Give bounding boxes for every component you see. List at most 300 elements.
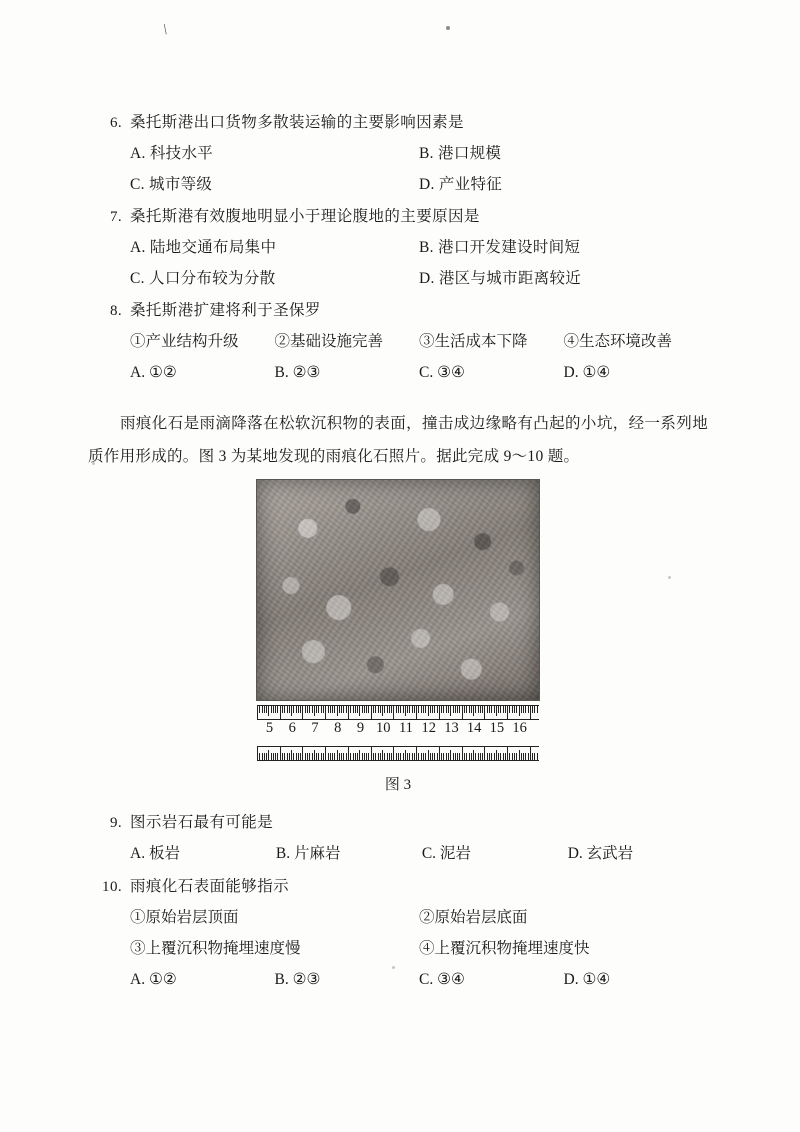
ruler-tick-minor <box>355 706 356 713</box>
ruler-tick-minor <box>473 750 474 760</box>
question-6-options-row-2 <box>130 169 708 200</box>
ruler-tick-major <box>484 706 485 719</box>
ruler-tick-major <box>371 747 372 760</box>
ruler-tick-minor <box>380 706 381 713</box>
ruler-tick-major <box>530 706 531 719</box>
ruler-tick-minor <box>396 706 397 713</box>
question-9 <box>88 808 708 870</box>
ruler-tick-minor <box>312 706 313 713</box>
ruler-tick-minor <box>277 706 278 713</box>
question-8 <box>88 296 708 389</box>
ruler-tick-minor <box>473 706 474 716</box>
ruler-tick-minor <box>455 753 456 760</box>
ruler-tick-minor <box>512 706 513 713</box>
ruler-tick-minor <box>505 753 506 760</box>
ruler-tick-minor <box>441 753 442 760</box>
ruler-tick-minor <box>421 706 422 713</box>
ruler-number: 9 <box>356 720 365 736</box>
question-10-option-c[interactable] <box>419 964 564 996</box>
ruler-tick-minor <box>289 753 290 760</box>
rock-vignette <box>257 480 539 700</box>
option-text: 片麻岩 <box>294 845 341 862</box>
ruler-tick-minor <box>391 706 392 713</box>
question-6-option-d[interactable] <box>419 169 708 200</box>
ruler-tick-minor <box>343 706 344 713</box>
ruler-tick-minor <box>423 706 424 713</box>
ruler-tick-minor <box>400 706 401 713</box>
ruler-tick-minor <box>418 706 419 713</box>
option-text: 产业特征 <box>438 176 503 193</box>
ruler-tick-minor <box>443 753 444 760</box>
ruler-tick-minor <box>362 753 363 760</box>
ruler-tick-minor <box>277 753 278 760</box>
ruler-tick-minor <box>532 753 533 760</box>
figure-3 <box>88 479 708 794</box>
question-9-option-b[interactable] <box>276 838 422 870</box>
ruler-tick-minor <box>537 753 538 760</box>
ruler-tick-minor <box>532 706 533 713</box>
ruler-tick-minor <box>471 753 472 760</box>
ruler-number: 13 <box>444 720 459 736</box>
question-7-options-row-1 <box>130 232 708 263</box>
option-label: A. <box>130 364 146 381</box>
ruler-tick-minor <box>478 753 479 760</box>
ruler-tick-minor <box>266 706 267 713</box>
ruler-tick-minor <box>378 753 379 760</box>
ruler-tick-minor <box>273 753 274 760</box>
ruler-number: 8 <box>334 720 342 736</box>
option-label: A. <box>130 845 146 862</box>
option-label: B. <box>274 364 289 381</box>
ruler-tick-minor <box>330 753 331 760</box>
ruler-tick-minor <box>489 706 490 713</box>
ruler-tick-minor <box>443 706 444 713</box>
ruler-tick-minor <box>339 706 340 713</box>
option-text: 科技水平 <box>149 145 214 162</box>
ruler-tick-minor <box>321 706 322 713</box>
ruler-tick-minor <box>482 706 483 713</box>
option-text: 玄武岩 <box>586 845 634 862</box>
ruler-tick-major <box>416 706 417 719</box>
option-text: ②③ <box>292 971 321 988</box>
question-8-option-c[interactable] <box>419 357 564 389</box>
ruler-tick-minor <box>305 753 306 760</box>
ruler-tick-minor <box>475 706 476 713</box>
question-6-options-row-1 <box>130 138 708 169</box>
question-6-number: 6. <box>109 115 122 131</box>
ruler-tick-major <box>439 747 440 760</box>
ruler-tick-minor <box>291 706 292 716</box>
ruler-tick-minor <box>450 706 451 716</box>
question-10-statement-1: ①原始岩层顶面 <box>130 909 239 926</box>
ruler-tick-minor <box>480 753 481 760</box>
ruler-tick-major <box>257 747 258 760</box>
ruler-tick-minor <box>418 753 419 760</box>
ruler-tick-minor <box>421 753 422 760</box>
question-6-stem: 桑托斯港出口货物多散装运输的主要影响因素是 <box>130 114 464 131</box>
ruler-tick-minor <box>503 706 504 713</box>
ruler-tick-minor <box>366 706 367 713</box>
question-8-statement-2: ②基础设施完善 <box>274 333 384 350</box>
ruler-tick-minor <box>528 753 529 760</box>
ruler-tick-major <box>325 706 326 719</box>
question-8-statement-3: ③生活成本下降 <box>419 333 528 350</box>
ruler-tick-minor <box>503 753 504 760</box>
ruler-tick-minor <box>359 750 360 760</box>
question-9-stem: 图示岩石最有可能是 <box>130 814 274 831</box>
question-8-statement-4: ④生态环境改善 <box>563 333 673 350</box>
option-label: B. <box>419 145 434 162</box>
ruler-tick-minor <box>380 753 381 760</box>
ruler-tick-minor <box>409 706 410 713</box>
ruler-tick-minor <box>318 706 319 713</box>
ruler-number: 16 <box>512 720 527 736</box>
ruler-tick-minor <box>350 706 351 713</box>
ruler-tick-minor <box>525 753 526 760</box>
question-7-option-c[interactable] <box>130 263 419 294</box>
question-9-answer-row <box>130 838 708 870</box>
ruler-tick-minor <box>312 753 313 760</box>
ruler-tick-minor <box>268 750 269 760</box>
ruler-tick-minor <box>289 706 290 713</box>
ruler-tick-minor <box>368 706 369 713</box>
ruler-tick-minor <box>475 753 476 760</box>
ruler-tick-minor <box>509 753 510 760</box>
ruler-tick-minor <box>387 753 388 760</box>
ruler-tick-major <box>371 706 372 719</box>
ruler-tick-minor <box>496 750 497 760</box>
ruler-tick-minor <box>321 753 322 760</box>
ruler-tick-minor <box>403 706 404 713</box>
ruler-tick-minor <box>330 706 331 713</box>
option-text: 城市等级 <box>149 176 213 193</box>
ruler-tick-minor <box>448 706 449 713</box>
ruler-tick-minor <box>430 753 431 760</box>
option-label: A. <box>130 239 146 256</box>
option-text: ①② <box>148 364 177 381</box>
ruler-tick-minor <box>259 753 260 760</box>
ruler-tick-minor <box>407 706 408 713</box>
ruler-tick-minor <box>494 706 495 713</box>
ruler-tick-minor <box>318 753 319 760</box>
ruler-tick-minor <box>428 750 429 760</box>
question-8-option-a[interactable] <box>130 357 275 389</box>
question-8-statement-1: ①产业结构升级 <box>130 333 239 350</box>
ruler-tick-minor <box>514 706 515 713</box>
option-label: B. <box>419 239 434 256</box>
ruler-tick-minor <box>528 706 529 713</box>
ruler-tick-minor <box>262 753 263 760</box>
option-label: D. <box>567 845 583 862</box>
ruler-tick-minor <box>512 753 513 760</box>
ruler-tick-minor <box>537 706 538 713</box>
ruler-tick-minor <box>521 753 522 760</box>
ruler-tick-minor <box>293 706 294 713</box>
question-9-option-d[interactable] <box>568 838 708 870</box>
ruler-tick-minor <box>359 706 360 716</box>
question-9-option-a[interactable] <box>130 838 276 870</box>
ruler-tick-minor <box>366 753 367 760</box>
option-label: C. <box>130 176 145 193</box>
ruler-tick-minor <box>491 753 492 760</box>
question-8-stem: 桑托斯港扩建将利于圣保罗 <box>130 302 321 319</box>
option-label: B. <box>274 971 289 988</box>
question-9-number: 9. <box>109 815 122 831</box>
ruler-tick-minor <box>430 706 431 713</box>
ruler-tick-major <box>302 747 303 760</box>
ruler-tick-minor <box>271 706 272 713</box>
question-7 <box>88 202 708 294</box>
ruler-tick-minor <box>341 706 342 713</box>
passage-text: 雨痕化石是雨滴降落在松软沉积物的表面，撞击成边缘略有凸起的小坑，经一系列地质作用形成的。图 3 为某地发现的雨痕化石照片。据此完成 9～10 题。 <box>88 415 708 465</box>
ruler-tick-major <box>280 706 281 719</box>
ruler-tick-minor <box>487 706 488 713</box>
ruler-tick-minor <box>309 706 310 713</box>
ruler-tick-minor <box>353 753 354 760</box>
question-8-number: 8. <box>109 303 122 319</box>
question-8-option-d[interactable] <box>564 357 709 389</box>
ruler-tick-minor <box>316 753 317 760</box>
ruler-tick-minor <box>482 753 483 760</box>
question-8-option-b[interactable] <box>275 357 420 389</box>
ruler-tick-minor <box>275 753 276 760</box>
ruler-tick-minor <box>446 706 447 713</box>
ruler-tick-minor <box>291 750 292 760</box>
option-text: 泥岩 <box>439 845 471 862</box>
ruler-tick-minor <box>396 753 397 760</box>
ruler-tick-minor <box>282 706 283 713</box>
ruler-tick-minor <box>357 753 358 760</box>
question-9-option-c[interactable] <box>422 838 568 870</box>
ruler-tick-minor <box>334 753 335 760</box>
ruler-tick-minor <box>357 706 358 713</box>
ruler-tick-minor <box>389 706 390 713</box>
ruler-tick-minor <box>516 706 517 713</box>
ruler-tick-minor <box>519 706 520 716</box>
ruler-tick-minor <box>514 753 515 760</box>
ruler-tick-minor <box>337 706 338 716</box>
ruler-tick-minor <box>391 753 392 760</box>
ruler-tick-minor <box>450 750 451 760</box>
question-8-statements <box>130 326 708 357</box>
ruler-tick-minor <box>432 753 433 760</box>
ruler-tick-minor <box>298 706 299 713</box>
ruler-tick-minor <box>464 706 465 713</box>
ruler-tick-minor <box>534 753 535 760</box>
ruler-tick-minor <box>373 706 374 713</box>
option-label: D. <box>563 364 579 381</box>
ruler-tick-minor <box>498 706 499 713</box>
ruler-tick-minor <box>498 753 499 760</box>
ruler-number: 14 <box>466 720 482 736</box>
ruler-tick-minor <box>398 706 399 713</box>
ruler-tick-minor <box>453 753 454 760</box>
question-6-option-c[interactable] <box>130 169 419 200</box>
rain-print-fossil-photo <box>256 479 540 701</box>
ruler-tick-minor <box>307 706 308 713</box>
ruler-tick-minor <box>434 753 435 760</box>
ruler-tick-minor <box>273 706 274 713</box>
ruler-tick-minor <box>459 753 460 760</box>
ruler-tick-minor <box>516 753 517 760</box>
question-7-number: 7. <box>109 209 122 225</box>
ruler-tick-major <box>348 706 349 719</box>
ruler-tick-minor <box>519 750 520 760</box>
ruler-tick-minor <box>284 706 285 713</box>
ruler-tick-minor <box>264 706 265 713</box>
option-label: A. <box>130 145 146 162</box>
ruler-tick-minor <box>464 753 465 760</box>
question-10-option-d[interactable] <box>564 964 709 996</box>
option-text: ③④ <box>437 364 465 381</box>
question-6-option-b[interactable] <box>419 138 708 169</box>
ruler-tick-minor <box>368 753 369 760</box>
figure-caption: 图 3 <box>384 777 412 793</box>
ruler-tick-major <box>416 747 417 760</box>
ruler-tick-minor <box>332 706 333 713</box>
question-10-statements-row-1 <box>130 902 708 933</box>
ruler-tick-minor <box>382 706 383 716</box>
ruler-tick-major <box>348 747 349 760</box>
ruler-tick-minor <box>364 753 365 760</box>
ruler-tick-minor <box>296 753 297 760</box>
option-label: C. <box>130 270 145 287</box>
ruler-tick-minor <box>428 706 429 716</box>
ruler-tick-minor <box>382 750 383 760</box>
ruler-tick-minor <box>355 753 356 760</box>
question-10-statements-row-2 <box>130 933 708 964</box>
ruler-number: 15 <box>489 720 505 736</box>
ruler-tick-minor <box>425 706 426 713</box>
option-text: 港区与城市距离较近 <box>438 270 582 287</box>
option-label: D. <box>563 971 579 988</box>
ruler-tick-minor <box>437 753 438 760</box>
ruler-tick-minor <box>375 753 376 760</box>
ruler-tick-minor <box>268 706 269 716</box>
ruler-tick-minor <box>287 706 288 713</box>
ruler-tick-minor <box>469 753 470 760</box>
ruler-tick-minor <box>296 706 297 713</box>
ruler-tick-minor <box>432 706 433 713</box>
question-7-option-a[interactable] <box>130 232 419 263</box>
ruler-tick-major <box>325 747 326 760</box>
ruler-tick-minor <box>509 706 510 713</box>
ruler-tick-minor <box>346 706 347 713</box>
ruler-number: 10 <box>375 720 391 736</box>
pen-stroke-mark: \ <box>161 21 169 39</box>
option-text: ①④ <box>582 971 611 988</box>
ruler-tick-minor <box>448 753 449 760</box>
ruler-tick-minor <box>521 706 522 713</box>
question-7-option-d[interactable] <box>419 263 708 294</box>
ruler-tick-minor <box>505 706 506 713</box>
ruler-tick-minor <box>316 706 317 713</box>
option-text: 人口分布较为分散 <box>149 270 276 287</box>
ruler-number: 6 <box>288 720 296 736</box>
option-label: B. <box>275 845 291 862</box>
ruler-tick-minor <box>293 753 294 760</box>
ruler-tick-minor <box>282 753 283 760</box>
ruler-tick-minor <box>500 706 501 713</box>
ruler-tick-minor <box>309 753 310 760</box>
ruler-tick-minor <box>434 706 435 713</box>
option-text: 港口规模 <box>438 145 502 162</box>
ruler-tick-minor <box>314 706 315 716</box>
ruler-tick-minor <box>494 753 495 760</box>
option-text: 板岩 <box>148 845 180 862</box>
ruler-tick-minor <box>405 706 406 716</box>
ruler-tick-major <box>462 747 463 760</box>
option-label: C. <box>419 971 434 988</box>
ruler-numbers <box>257 720 539 746</box>
ruler-tick-major <box>507 706 508 719</box>
option-label: C. <box>421 845 437 862</box>
ruler-tick-minor <box>466 706 467 713</box>
ruler-tick-minor <box>307 753 308 760</box>
ruler-tick-minor <box>425 753 426 760</box>
question-10-statement-4: ④上覆沉积物掩埋速度快 <box>419 940 590 957</box>
ruler-tick-minor <box>478 706 479 713</box>
ruler-number: 7 <box>311 720 319 736</box>
question-6-option-a[interactable] <box>130 138 419 169</box>
ruler-tick-minor <box>403 753 404 760</box>
ruler-tick-minor <box>405 750 406 760</box>
ruler-tick-minor <box>469 706 470 713</box>
ruler-tick-minor <box>414 706 415 713</box>
question-6 <box>88 108 708 200</box>
option-text: ①④ <box>582 364 611 381</box>
ruler-tick-minor <box>487 753 488 760</box>
ruler-tick-minor <box>398 753 399 760</box>
question-7-option-b[interactable] <box>419 232 708 263</box>
ruler-tick-minor <box>441 706 442 713</box>
ruler-tick-minor <box>353 706 354 713</box>
ruler-tick-minor <box>323 753 324 760</box>
ruler-band-bottom <box>257 746 539 761</box>
ruler-tick-minor <box>457 753 458 760</box>
option-label: D. <box>419 176 435 193</box>
ruler-tick-minor <box>271 753 272 760</box>
ruler-tick-minor <box>523 706 524 713</box>
question-10-option-b[interactable] <box>275 964 420 996</box>
ruler-tick-minor <box>343 753 344 760</box>
ruler-tick-minor <box>489 753 490 760</box>
scan-dot-mark <box>446 26 450 30</box>
option-label: C. <box>419 364 434 381</box>
ruler-tick-minor <box>455 706 456 713</box>
option-text: ①② <box>148 971 177 988</box>
ruler-number: 11 <box>398 720 413 736</box>
question-7-options-row-2 <box>130 263 708 294</box>
option-label: A. <box>130 971 146 988</box>
ruler-tick-minor <box>328 753 329 760</box>
ruler-tick-minor <box>375 706 376 713</box>
question-10-option-a[interactable] <box>130 964 275 996</box>
question-10-statement-2: ②原始岩层底面 <box>419 909 528 926</box>
ruler-tick-minor <box>341 753 342 760</box>
ruler-tick-minor <box>466 753 467 760</box>
ruler-tick-minor <box>298 753 299 760</box>
ruler-tick-major <box>302 706 303 719</box>
ruler-tick-major <box>530 747 531 760</box>
ruler-tick-minor <box>412 753 413 760</box>
ruler-tick-minor <box>446 753 447 760</box>
ruler-tick-minor <box>323 706 324 713</box>
question-10-stem: 雨痕化石表面能够指示 <box>130 878 290 895</box>
ruler-tick-minor <box>334 706 335 713</box>
ruler-band-top <box>257 705 539 720</box>
ruler-tick-minor <box>471 706 472 713</box>
